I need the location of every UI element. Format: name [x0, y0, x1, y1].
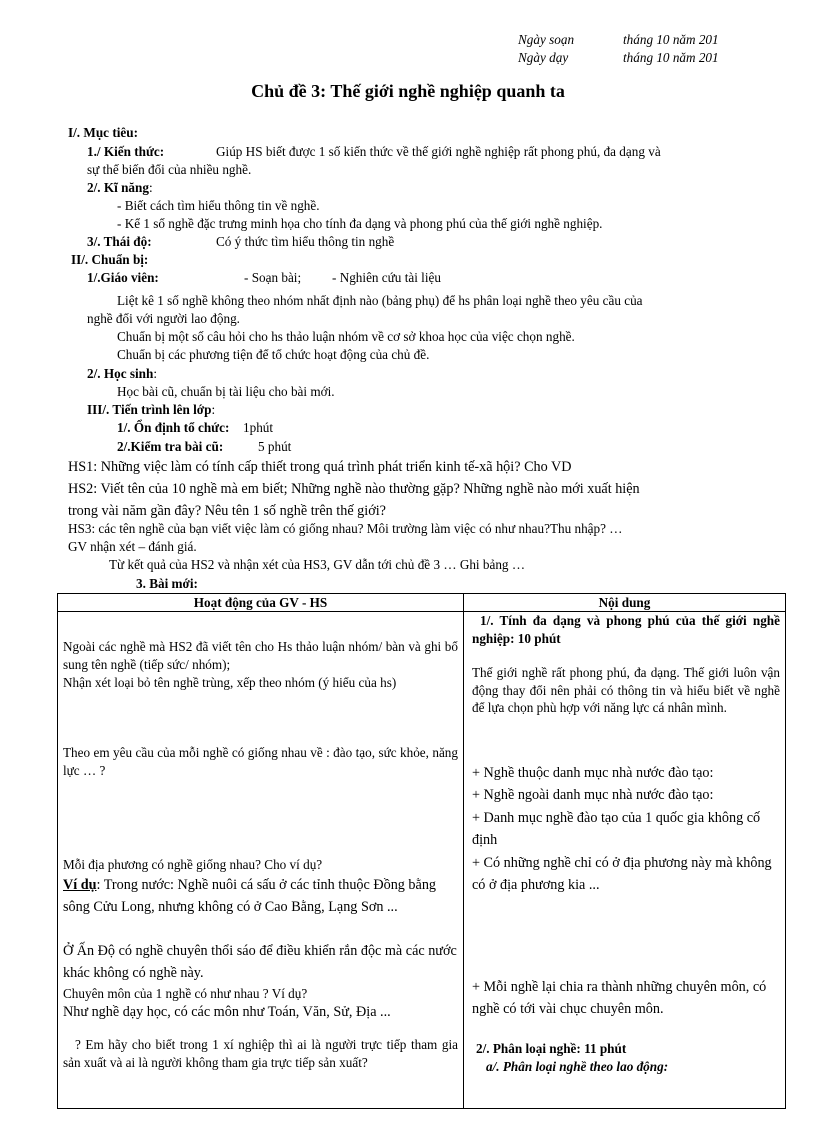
col-header-activities: Hoạt động của GV - HS: [58, 594, 464, 612]
knowledge-text: Giúp HS biết được 1 số kiến thức về thế giới nghề nghiệp rất phong phú, đa dạng và: [216, 144, 661, 159]
step2-label: 2/.Kiểm tra bài cũ:: [117, 439, 224, 454]
skill-item-2: - Kể 1 số nghề đặc trưng minh họa cho tính đa dạng và phong phú của thế giới nghề nghiệp.: [117, 216, 603, 231]
teacher-text-3: Chuẩn bị các phương tiện để tổ chức hoạt động của chủ đề.: [117, 347, 430, 362]
teacher-item-2: - Nghiên cứu tài liệu: [332, 270, 441, 285]
gv-comment: GV nhận xét – đánh giá.: [68, 539, 197, 554]
student-label: 2/. Học sinh:: [87, 366, 157, 381]
step1-time: 1phút: [243, 420, 274, 435]
content-4: + Danh mục nghề đào tạo của 1 quốc gia không cố định: [472, 810, 761, 848]
activity-8: ? Em hãy cho biết trong 1 xí nghiệp thì ai là người trực tiếp tham gia sản xuất và ai là người không tham gia trực tiếp sản xuất?: [63, 1037, 458, 1070]
prep-date-value: tháng 10 năm 201: [623, 32, 719, 47]
activities-cell: [58, 612, 464, 1109]
teach-date-value: tháng 10 năm 201: [623, 50, 719, 65]
hs1-question: HS1: Những việc làm có tính cấp thiết trong quá trình phát triển kinh tế-xã hội? Cho VD: [68, 459, 572, 475]
knowledge-label: 1./ Kiến thức:: [87, 144, 165, 159]
lesson-table: [57, 593, 786, 1109]
preparation-heading: II/. Chuẩn bị:: [71, 252, 149, 267]
activity-5: Ở Ấn Độ có nghề chuyên thổi sáo để điều khiển rắn độc mà các nước khác không có nghề này.: [63, 943, 457, 981]
hs3-question: HS3: các tên nghề của bạn viết việc làm có giống nhau? Môi trường làm việc có như nhau?Thu nhập? …: [68, 521, 623, 536]
attitude-text: Có ý thức tìm hiểu thông tin nghề: [216, 234, 395, 249]
step2-time: 5 phút: [258, 439, 292, 454]
step1-label: 1/. Ổn định tổ chức:: [117, 420, 230, 435]
activity-1: Ngoài các nghề mà HS2 đã viết tên cho Hs thảo luận nhóm/ bàn và ghi bổ sung tên nghề (tiếp sức/ nhóm);: [63, 639, 458, 672]
content-3: + Nghề ngoài danh mục nhà nước đào tạo:: [472, 787, 714, 803]
content-1: Thế giới nghề rất phong phú, đa dạng. Thế giới luôn vận động thay đổi nên phải có thông tin và hiểu biết về nghề để lựa chọn phù hợp với năng lực cá nhân mình.: [472, 665, 780, 715]
skill-item-1: - Biết cách tìm hiểu thông tin về nghề.: [117, 198, 320, 213]
process-heading: III/. Tiến trình lên lớp:: [87, 402, 216, 417]
teacher-text-1-cont: nghề đối với người lao động.: [87, 311, 240, 326]
step3-label: 3. Bài mới:: [136, 576, 198, 591]
content-2: + Nghề thuộc danh mục nhà nước đào tạo:: [472, 765, 714, 781]
teacher-text-1: Liệt kê 1 số nghề không theo nhóm nhất định nào (bảng phụ) để hs phân loại nghề theo yêu cầu của: [117, 293, 643, 308]
skills-label: 2/. Kĩ năng:: [87, 180, 153, 195]
knowledge-text-cont: sự thế biến đổi của nhiều nghề.: [87, 162, 252, 177]
hs2-question-cont: trong vài năm gần đây? Nêu tên 1 số nghề trên thế giới?: [68, 503, 386, 519]
activity-4: Mỗi địa phương có nghề giống nhau? Cho ví dụ?: [63, 857, 323, 872]
objectives-heading: I/. Mục tiêu:: [68, 125, 138, 140]
section-2a-heading: a/. Phân loại nghề theo lao động:: [486, 1059, 669, 1074]
attitude-label: 3/. Thái độ:: [87, 234, 152, 249]
intro-text: Từ kết quả của HS2 và nhận xét của HS3, GV dẫn tới chủ đề 3 … Ghi bảng …: [109, 557, 526, 572]
activity-6: Chuyên môn của 1 nghề có như nhau ? Ví dụ?: [63, 986, 308, 1001]
teacher-label: 1/.Giáo viên:: [87, 270, 159, 285]
content-cell: [464, 612, 786, 1109]
activity-2: Nhận xét loại bỏ tên nghề trùng, xếp theo nhóm (ý hiểu của hs): [63, 675, 397, 690]
activity-3: Theo em yêu cầu của mỗi nghề có giống nhau về : đào tạo, sức khỏe, năng lực … ?: [63, 745, 458, 778]
hs2-question: HS2: Viết tên của 10 nghề mà em biết; Những nghề nào thường gặp? Những nghề nào mới xuất hiện: [68, 481, 640, 497]
section-2-heading: 2/. Phân loại nghề: 11 phút: [476, 1041, 627, 1056]
page-title: Chủ đề 3: Thế giới nghề nghiệp quanh ta: [251, 81, 565, 101]
teacher-item-1: - Soạn bài;: [244, 270, 302, 285]
activity-example: Ví dụ: Trong nước: Nghề nuôi cá sấu ở các tỉnh thuộc Đồng bằng sông Cửu Long, nhưng không có ở Cao Bằng, Lạng Sơn ...: [63, 877, 437, 915]
content-5: + Có những nghề chỉ có ở địa phương này mà không có ở địa phương kia ...: [472, 855, 772, 893]
content-6: + Mỗi nghề lại chia ra thành những chuyên môn, có nghề có tới vài chục chuyên môn.: [472, 979, 767, 1017]
section-1-heading: 1/. Tính đa dạng và phong phú của thế giới nghề nghiệp: 10 phút: [472, 613, 780, 646]
prep-date-label: Ngày soạn: [518, 32, 575, 47]
activity-7: Như nghề dạy học, có các môn như Toán, Văn, Sử, Địa ...: [63, 1004, 391, 1020]
student-text: Học bài cũ, chuẩn bị tài liệu cho bài mới.: [117, 384, 335, 399]
teach-date-label: Ngày dạy: [518, 50, 569, 65]
col-header-content: Nội dung: [464, 594, 786, 612]
teacher-text-2: Chuẩn bị một số câu hỏi cho hs thảo luận nhóm về cơ sở khoa học của việc chọn nghề.: [117, 329, 575, 344]
